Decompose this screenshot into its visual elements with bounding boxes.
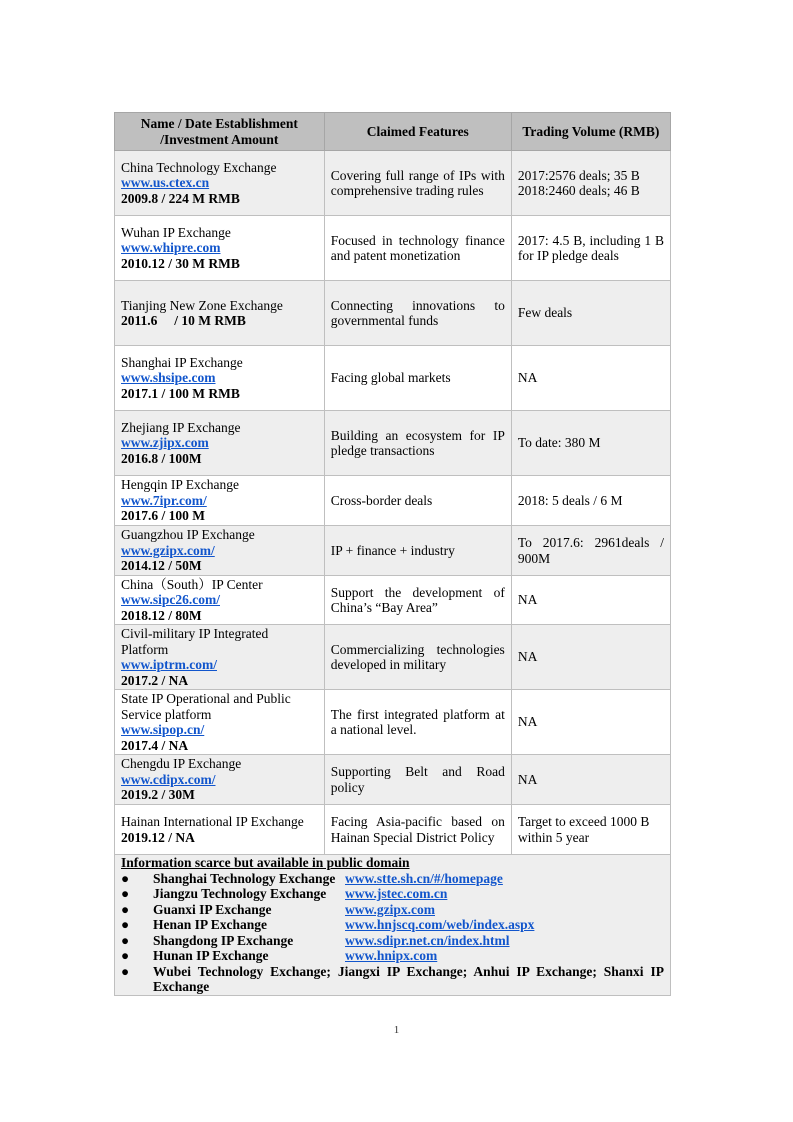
- exchange-cell: [115, 476, 325, 526]
- table-row: [115, 805, 671, 855]
- list-item: [121, 886, 664, 902]
- exchange-name: China（South）IP Center: [121, 576, 263, 592]
- features-cell: Facing Asia-pacific based on Hainan Special District Policy: [324, 805, 511, 855]
- table-row: [115, 151, 671, 216]
- exchange-cell: [115, 576, 325, 625]
- exchange-link[interactable]: www.cdipx.com/: [121, 771, 216, 787]
- features-cell: Covering full range of IPs with comprehensive trading rules: [324, 151, 511, 216]
- exchange-name: Zhejiang IP Exchange: [121, 419, 241, 435]
- info-item-name: Hunan IP Exchange: [153, 948, 269, 963]
- exchange-link[interactable]: www.sipc26.com/: [121, 592, 220, 608]
- bullet-icon: ●: [121, 948, 130, 963]
- features-cell: Focused in technology finance and patent monetization: [324, 216, 511, 281]
- exchange-date-amount: 2010.12 / 30 M RMB: [121, 255, 240, 271]
- volume-cell: NA: [511, 576, 670, 625]
- info-item-name: Shanghai Technology Exchange: [153, 870, 336, 886]
- features-cell: The first integrated platform at a national level.: [324, 690, 511, 755]
- bullet-icon: ●: [121, 901, 130, 917]
- exchange-cell: [115, 216, 325, 281]
- table-row: [115, 690, 671, 755]
- table-row: [115, 625, 671, 690]
- exchange-cell: [115, 690, 325, 755]
- exchange-cell: [115, 151, 325, 216]
- exchange-link[interactable]: www.whipre.com: [121, 240, 221, 256]
- exchange-cell: [115, 281, 325, 346]
- info-item-name: Henan IP Exchange: [153, 917, 268, 932]
- volume-cell: Few deals: [511, 281, 670, 346]
- bullet-icon: ●: [121, 870, 130, 886]
- exchange-date-amount: 2016.8 / 100M: [121, 450, 202, 466]
- exchange-date-amount: 2017.6 / 100 M: [121, 508, 205, 524]
- exchange-name: State IP Operational and Public Service platform: [121, 691, 291, 722]
- info-cell: [115, 855, 671, 996]
- info-item-link[interactable]: www.hnjscq.com/web/index.aspx: [345, 917, 535, 932]
- volume-cell: To date: 380 M: [511, 411, 670, 476]
- features-cell: Support the development of China’s “Bay Area”: [324, 576, 511, 625]
- volume-cell: NA: [511, 625, 670, 690]
- list-item: [121, 964, 664, 995]
- exchange-cell: [115, 625, 325, 690]
- exchange-link[interactable]: www.iptrm.com/: [121, 657, 217, 672]
- exchange-table: [114, 112, 671, 996]
- info-item-name: Guanxi IP Exchange: [153, 901, 272, 917]
- info-item-text: Wubei Technology Exchange; Jiangxi IP Exchange; Anhui IP Exchange; Shanxi IP Exchange: [153, 963, 664, 994]
- exchange-cell: [115, 526, 325, 576]
- volume-cell: 2018: 5 deals / 6 M: [511, 476, 670, 526]
- table-row: [115, 216, 671, 281]
- volume-cell: NA: [511, 755, 670, 805]
- features-cell: Building an ecosystem for IP pledge transactions: [324, 411, 511, 476]
- exchange-date-amount: 2017.2 / NA: [121, 672, 189, 688]
- exchange-date-amount: 2017.1 / 100 M RMB: [121, 385, 240, 401]
- exchange-date-amount: 2014.12 / 50M: [121, 558, 202, 574]
- exchange-date-amount: 2018.12 / 80M: [121, 607, 202, 623]
- volume-cell: 2017: 4.5 B, including 1 B for IP pledge deals: [511, 216, 670, 281]
- exchange-date-amount: 2019.12 / NA: [121, 829, 195, 845]
- info-title: Information scarce but available in public domain: [121, 855, 410, 870]
- table-header-row: [115, 113, 671, 151]
- exchange-cell: [115, 411, 325, 476]
- volume-cell: [511, 151, 670, 216]
- list-item: [121, 917, 664, 933]
- exchange-link[interactable]: www.us.ctex.cn: [121, 175, 210, 191]
- info-item-name: Jiangzu Technology Exchange: [153, 886, 327, 901]
- table-row: [115, 576, 671, 625]
- info-item-link[interactable]: www.stte.sh.cn/#/homepage: [345, 870, 503, 886]
- exchange-date-amount: 2019.2 / 30M: [121, 787, 195, 803]
- info-item-link[interactable]: www.jstec.com.cn: [345, 886, 448, 901]
- features-cell: Facing global markets: [324, 346, 511, 411]
- table-row: [115, 281, 671, 346]
- bullet-icon: ●: [121, 886, 130, 901]
- table-row: [115, 346, 671, 411]
- exchange-name: Wuhan IP Exchange: [121, 224, 231, 240]
- info-item-link[interactable]: www.hnipx.com: [345, 948, 438, 963]
- bullet-icon: ●: [121, 932, 130, 948]
- volume-cell: To 2017.6: 2961deals / 900M: [511, 526, 670, 576]
- exchange-name: Hengqin IP Exchange: [121, 477, 239, 493]
- list-item: [121, 871, 664, 887]
- list-item: [121, 933, 664, 949]
- info-item-name: Shangdong IP Exchange: [153, 932, 294, 948]
- info-list: [121, 871, 664, 995]
- volume-cell: NA: [511, 690, 670, 755]
- exchange-name: Chengdu IP Exchange: [121, 756, 242, 772]
- info-row: [115, 855, 671, 996]
- table-row: [115, 526, 671, 576]
- features-cell: Commercializing technologies developed in military: [324, 625, 511, 690]
- header-features: Claimed Features: [324, 113, 511, 151]
- exchange-date-amount: 2009.8 / 224 M RMB: [121, 190, 240, 206]
- exchange-name: Civil-military IP Integrated Platform: [121, 626, 269, 657]
- volume-cell: Target to exceed 1000 B within 5 year: [511, 805, 670, 855]
- volume-line: 2018:2460 deals; 46 B: [517, 183, 640, 198]
- exchange-cell: [115, 755, 325, 805]
- exchange-name: China Technology Exchange: [121, 159, 277, 175]
- info-item-link[interactable]: www.sdipr.net.cn/index.html: [345, 932, 510, 948]
- exchange-name: Tianjing New Zone Exchange: [121, 297, 283, 313]
- exchange-link[interactable]: www.shsipe.com: [121, 370, 216, 386]
- exchange-link[interactable]: www.7ipr.com/: [121, 492, 207, 508]
- volume-cell: NA: [511, 346, 670, 411]
- exchange-cell: [115, 346, 325, 411]
- table-row: [115, 476, 671, 526]
- volume-line: 2017:2576 deals; 35 B: [517, 167, 640, 183]
- features-cell: Supporting Belt and Road policy: [324, 755, 511, 805]
- bullet-icon: ●: [121, 917, 130, 932]
- exchange-link[interactable]: www.zjipx.com: [121, 435, 209, 451]
- info-item-link[interactable]: www.gzipx.com: [345, 901, 435, 917]
- exchange-cell: [115, 805, 325, 855]
- features-cell: Connecting innovations to governmental funds: [324, 281, 511, 346]
- exchange-name: Guangzhou IP Exchange: [121, 527, 255, 543]
- bullet-icon: ●: [121, 963, 130, 979]
- exchange-date-amount: 2017.4 / NA: [121, 737, 189, 753]
- table-row: [115, 755, 671, 805]
- list-item: [121, 948, 664, 964]
- exchange-date-amount: 2011.6 / 10 M RMB: [121, 313, 246, 328]
- features-cell: Cross-border deals: [324, 476, 511, 526]
- features-cell: IP + finance + industry: [324, 526, 511, 576]
- exchange-name: Hainan International IP Exchange: [121, 814, 304, 829]
- exchange-name: Shanghai IP Exchange: [121, 354, 243, 370]
- table-row: [115, 411, 671, 476]
- exchange-link[interactable]: www.gzipx.com/: [121, 542, 215, 558]
- page-number: 1: [393, 1024, 400, 1036]
- header-name: Name / Date Establishment /Investment Amount: [115, 113, 325, 151]
- exchange-link[interactable]: www.sipop.cn/: [121, 722, 205, 737]
- header-volume: Trading Volume (RMB): [511, 113, 670, 151]
- list-item: [121, 902, 664, 918]
